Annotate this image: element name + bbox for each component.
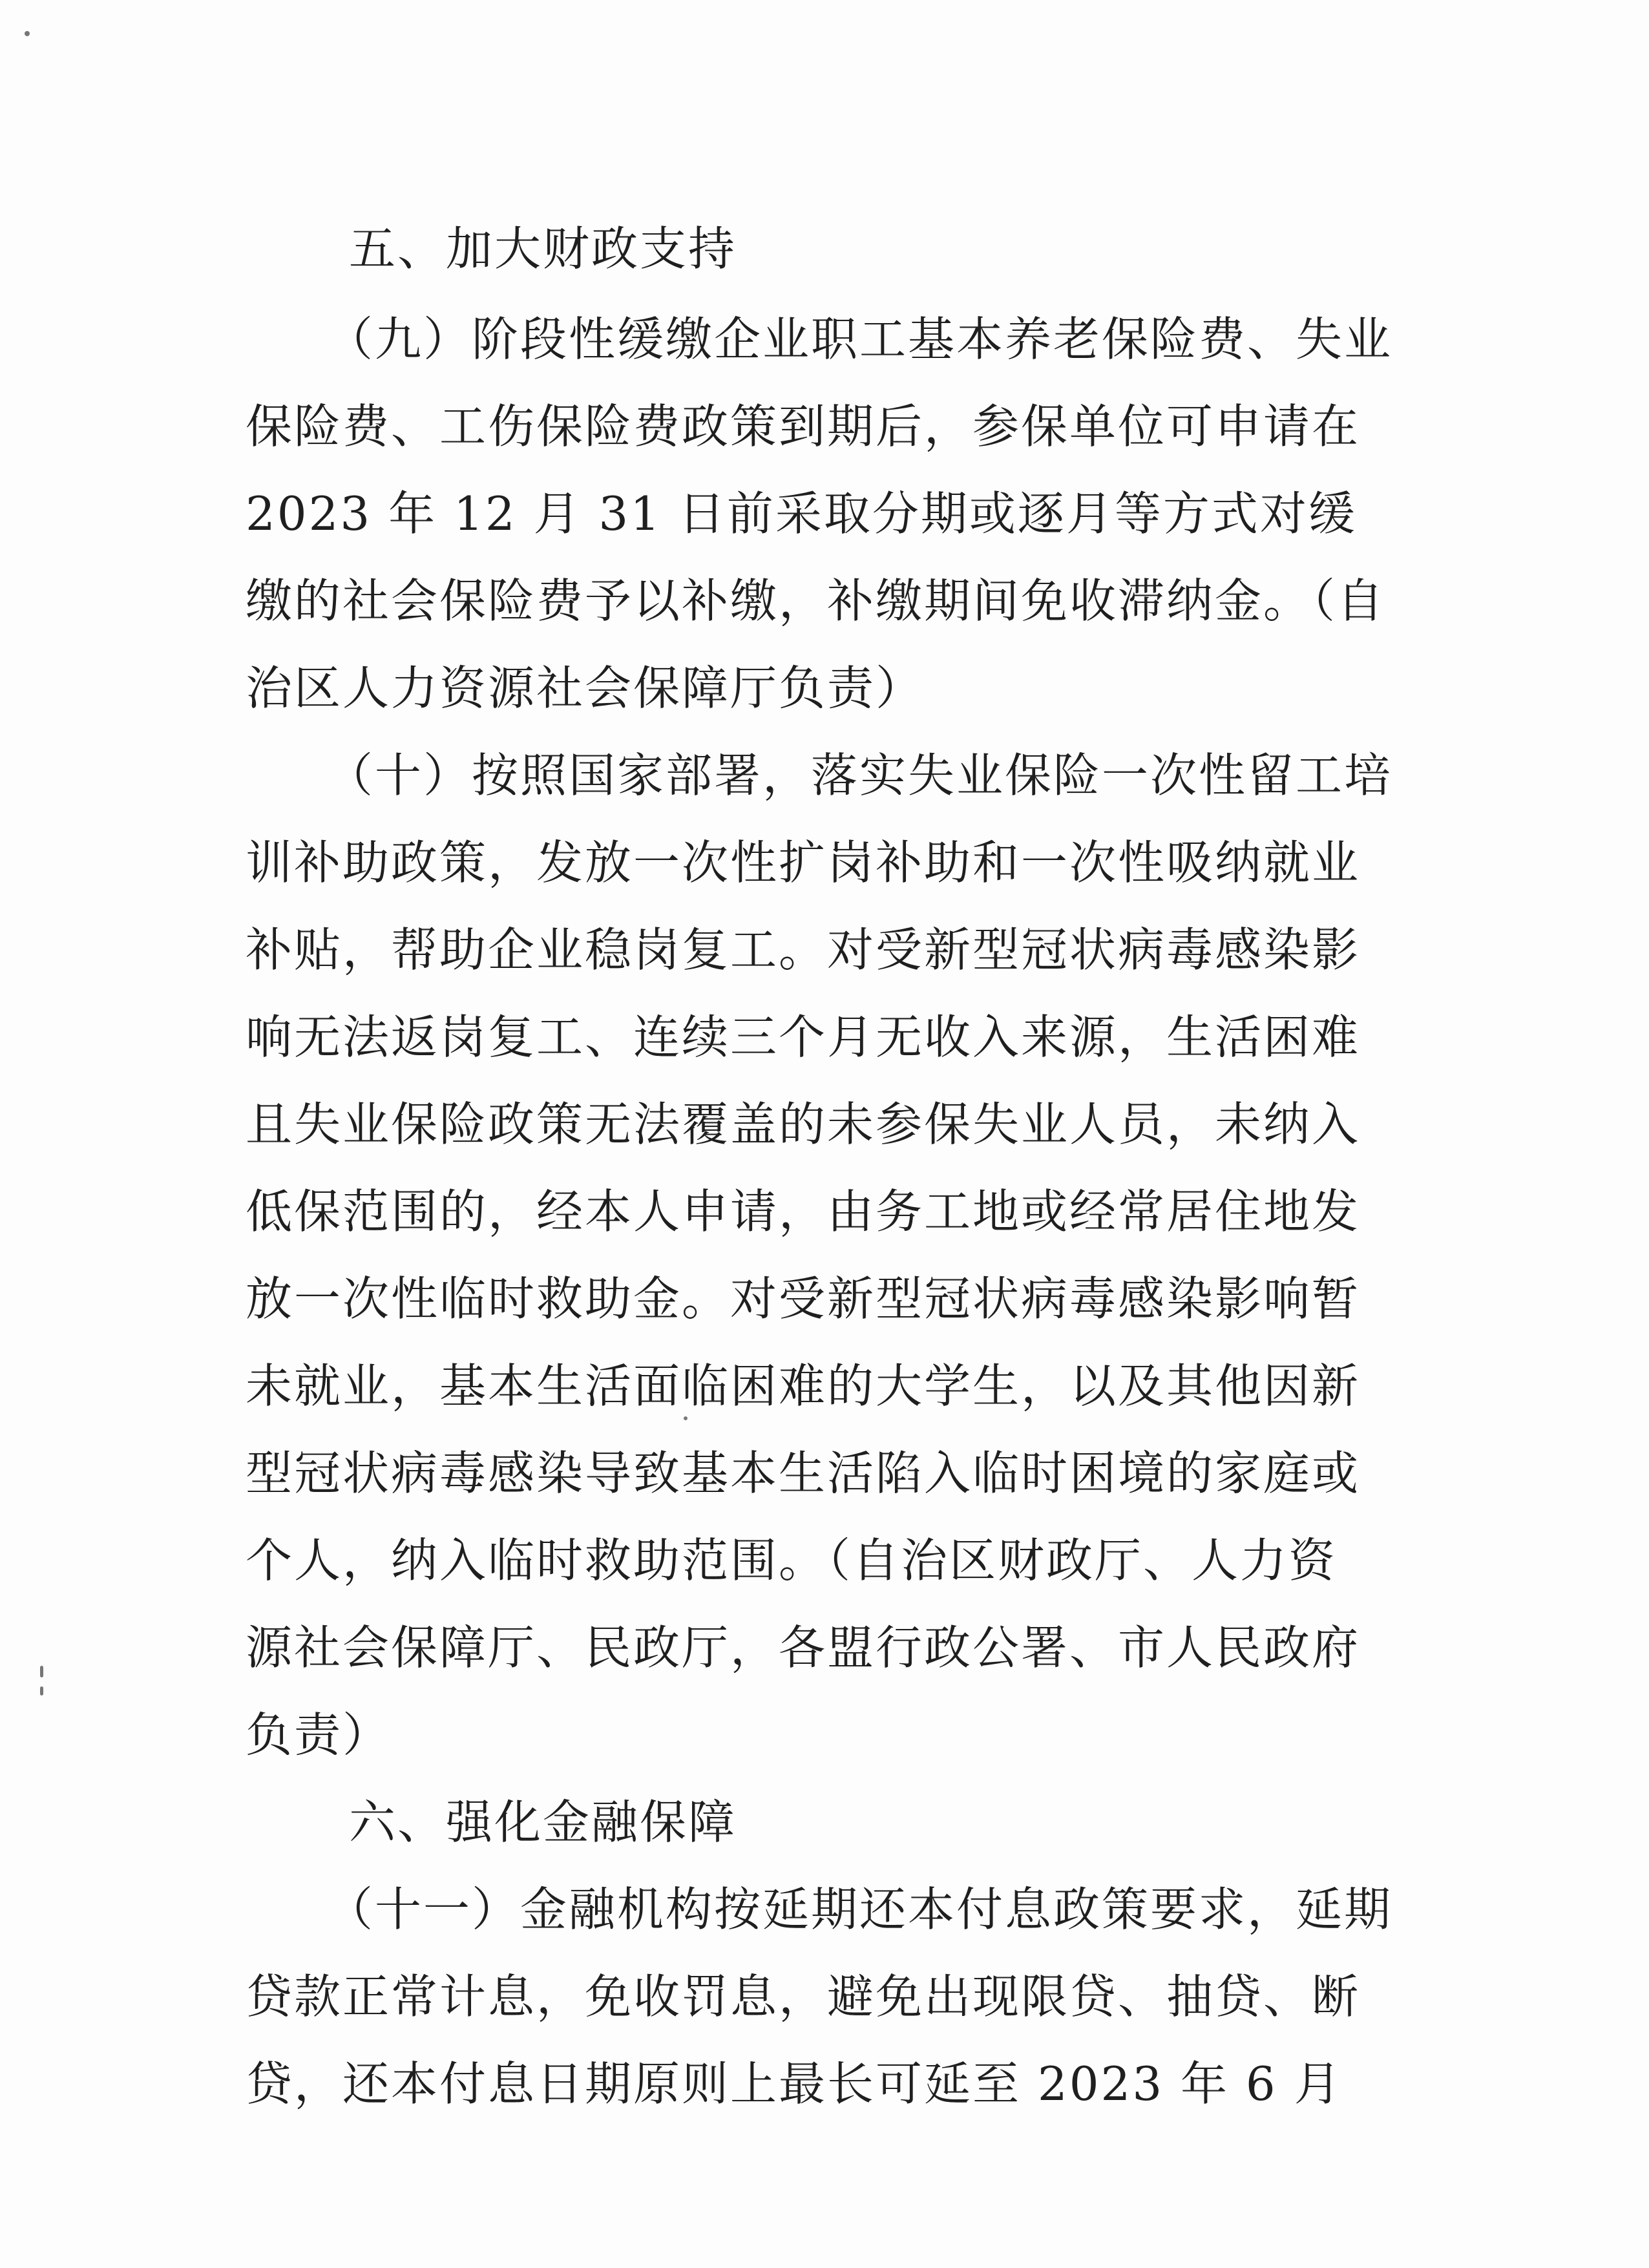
paragraph-eleven-line-2: 贷款正常计息，免收罚息，避免出现限贷、抽贷、断 xyxy=(246,1969,1361,2024)
scan-speck xyxy=(40,1686,43,1696)
paragraph-eleven-line-1: （十一）金融机构按延期还本付息政策要求，延期 xyxy=(326,1882,1393,1937)
scan-speck xyxy=(40,1666,43,1677)
paragraph-nine-line-4: 缴的社会保险费予以补缴，补缴期间免收滞纳金。（自 xyxy=(246,574,1386,628)
paragraph-ten-line-2: 训补助政策，发放一次性扩岗补助和一次性吸纳就业 xyxy=(246,835,1361,890)
paragraph-eleven-line-3: 贷，还本付息日期原则上最长可延至 2023 年 6 月 xyxy=(246,2057,1343,2111)
paragraph-ten-line-9: 型冠状病毒感染导致基本生活陷入临时困境的家庭或 xyxy=(246,1446,1361,1500)
paragraph-nine-line-3: 2023 年 12 月 31 日前采取分期或逐月等方式对缓 xyxy=(246,487,1357,541)
paragraph-ten-line-3: 补贴，帮助企业稳岗复工。对受新型冠状病毒感染影 xyxy=(246,923,1361,977)
section-heading-six: 六、强化金融保障 xyxy=(349,1795,737,1849)
paragraph-ten-line-11: 源社会保障厅、民政厅，各盟行政公署、市人民政府 xyxy=(246,1621,1361,1675)
section-heading-five: 五、加大财政支持 xyxy=(349,222,737,276)
paragraph-ten-line-7: 放一次性临时救助金。对受新型冠状病毒感染影响暂 xyxy=(246,1272,1361,1326)
paragraph-nine-line-5: 治区人力资源社会保障厅负责） xyxy=(246,661,925,715)
paragraph-nine-line-1: （九）阶段性缓缴企业职工基本养老保险费、失业 xyxy=(326,312,1393,366)
paragraph-ten-line-1: （十）按照国家部署，落实失业保险一次性留工培 xyxy=(326,748,1393,803)
scan-speck xyxy=(25,31,30,36)
paragraph-ten-line-12: 负责） xyxy=(246,1708,392,1762)
paragraph-ten-line-4: 响无法返岗复工、连续三个月无收入来源，生活困难 xyxy=(246,1010,1361,1064)
paragraph-ten-line-8: 未就业，基本生活面临困难的大学生，以及其他因新 xyxy=(246,1359,1361,1413)
scan-speck xyxy=(684,1416,688,1420)
paragraph-ten-line-5: 且失业保险政策无法覆盖的未参保失业人员，未纳入 xyxy=(246,1097,1361,1151)
paragraph-ten-line-6: 低保范围的，经本人申请，由务工地或经常居住地发 xyxy=(246,1184,1361,1239)
paragraph-ten-line-10: 个人，纳入临时救助范围。（自治区财政厅、人力资 xyxy=(246,1533,1338,1588)
paragraph-nine-line-2: 保险费、工伤保险费政策到期后，参保单位可申请在 xyxy=(246,399,1361,454)
